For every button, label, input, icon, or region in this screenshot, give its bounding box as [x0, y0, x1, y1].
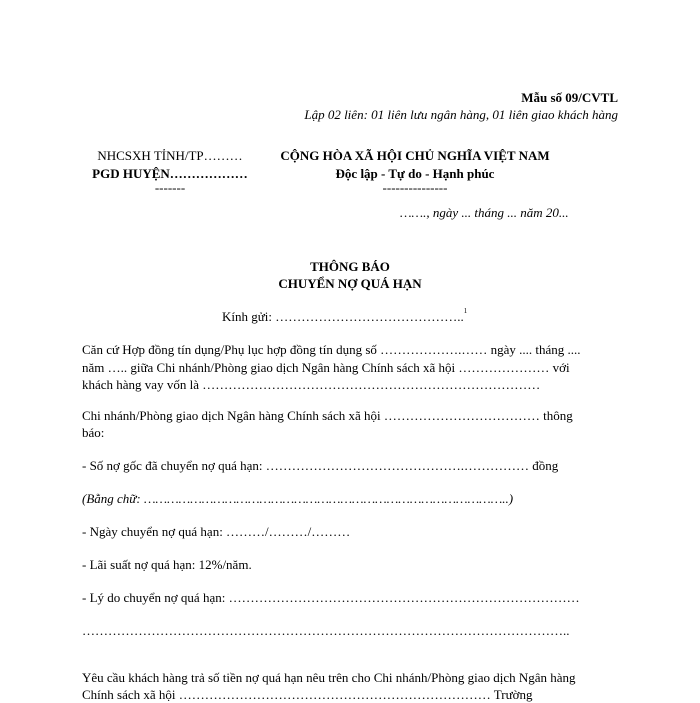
issuer-line-1: NHCSXH TỈNH/TP……… [97, 148, 243, 163]
overdue-date-line: - Ngày chuyển nợ quá hạn: ………/………/……… [82, 524, 351, 539]
footnote-marker: 1 [463, 307, 468, 315]
national-title: CỘNG HÒA XÃ HỘI CHỦ NGHĨA VIỆT NAM [280, 148, 550, 163]
title-line-2: CHUYỂN NỢ QUÁ HẠN [278, 276, 422, 291]
document-title [200, 259, 500, 292]
interest-rate-line: - Lãi suất nợ quá hạn: 12%/năm. [82, 557, 252, 572]
dotted-fill-line: ………………………………………………………………………………………………….. [82, 623, 570, 638]
notice-line-1: Chi nhánh/Phòng giao dịch Ngân hàng Chính sách xã hội ……………………………… thông [82, 408, 573, 423]
request-line-2: Chính sách xã hội ……………………………………………………………… Trường [82, 687, 533, 702]
basis-line-1: Căn cứ Hợp đồng tín dụng/Phụ lục hợp đồng tín dụng số ……………….…… ngày .... tháng .... [82, 342, 581, 357]
amount-in-words-line: (Bằng chữ: …………………………………………………………………………………..) [82, 491, 514, 506]
national-rule: --------------- [382, 180, 448, 195]
principal-amount-line: - Số nợ gốc đã chuyển nợ quá hạn: ……………………………………….…………… đồng [82, 458, 559, 473]
copies-note: Lập 02 liên: 01 liên lưu ngân hàng, 01 liên giao khách hàng [304, 107, 618, 122]
notice-line-2: báo: [82, 425, 105, 440]
date-line: ……., ngày ... tháng ... năm 20... [400, 205, 569, 220]
issuer-line-2: PGD HUYỆN……………… [92, 166, 248, 181]
reason-line: - Lý do chuyển nợ quá hạn: ……………………………………………………………………… [82, 590, 580, 605]
national-header [265, 148, 565, 194]
recipient-line [222, 309, 467, 325]
form-code: Mẫu số 09/CVTL [521, 90, 618, 105]
basis-line-2: năm ….. giữa Chi nhánh/Phòng giao dịch Ngân hàng Chính sách xã hội ………………… với [82, 360, 570, 375]
request-line-1: Yêu cầu khách hàng trả số tiền nợ quá hạn nêu trên cho Chi nhánh/Phòng giao dịch Ngân hàng [82, 670, 576, 685]
issuer-block [70, 148, 270, 194]
issuer-rule: ------- [154, 180, 186, 195]
recipient-text: Kính gửi: …………………………………….. [222, 309, 464, 324]
title-line-1: THÔNG BÁO [310, 259, 390, 274]
national-motto: Độc lập - Tự do - Hạnh phúc [335, 166, 495, 181]
basis-line-3: khách hàng vay vốn là …………………………………………………………………… [82, 377, 541, 392]
